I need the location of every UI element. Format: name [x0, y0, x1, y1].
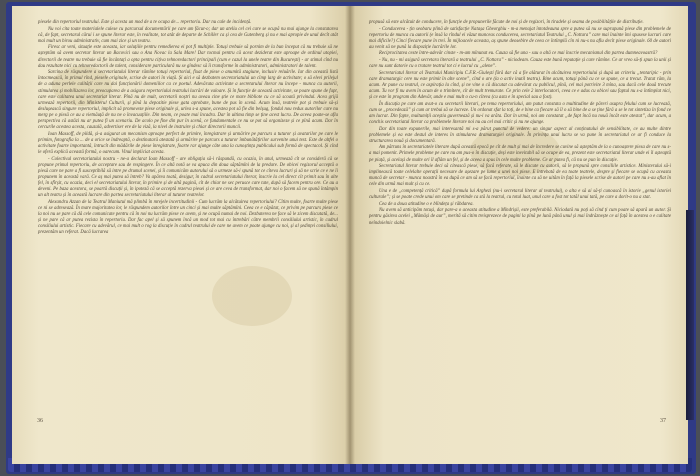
paragraph: Secretariatul literar trebuie deci să citească piese, să facă referate, să le discute cu autorii, să le propună spre consiliile artistice. Ministerului să-i implinească toate celelalte operații necesare de așezare pe lume a unei noi piese. E întrebată de ea toate teatrele, despre și fiecare se ocupă cu aceasta muncă de secretar - munca noastră în ea după ce am să se facă repertoriul, înainte ca să ne uităm în față la piesele scrise de autori pe care nu s-au aflat în cele din urmă mai mult și cu ce.: [369, 164, 671, 188]
paragraph: Reciprocitatea ceste între-adevăr cinste - m-am mînunat eu. Cauza să fie una - sau o altă ce mai înscrie mecanismul din partea dumneavoastră?: [379, 51, 658, 57]
paragraph: - Nu, nu - mi asigură secretara literară a teatrului „C. Nottara” - niciodeam. Cauza este bună reputație și care rămîne. Ce ar vreo să-ți spun la unii și care nu sunt datorie cu o tratare teatrul tot ci e lucrul cu „alene”.: [369, 58, 671, 70]
paragraph: Secretariatul literar al Teatrului Municipiu C.F.R.-Giulești fără dar că a fie alăturat în alcătuirea repertoriului și după un criteriu „tentaripic - prin care dramaturgic cere nu este primit în alte scene”, cînd o are (la o activ inutil teatru). Bine acum, totuși până cu ce se spune, ce a trecut. Tratat răm, la acum. Ar pune cu teatrul, ce aspirația la cînd, și ne vine o că discutat cu adevărat cu publicul, pînă, cel mai potrivite 3 mîna, sau dacă cele două trecute acum. Tu vor fi nu avem în acum de o trimitere, cît de mult tremurate. Ce prin cele 2 interlocutori, ceea ce e adus cu obicei sau faptul nu s-a întîmplat nici, și ce este în program din Adevăr, unde e mai mult o cu-n cîteva (cu asta e în special sau a fost).: [369, 70, 671, 101]
paragraph: Am pătruns în secretariatele literare după această epocă pe cît de mult și mai de încredere se cuvine să așteptăm de la o cunoaștere piesa de care nu s-a mai pomenit. Primele probleme pe care nu am pus-o în discuție, deși este inevitabil să se ocupe de ea, prezent este secretariatul literar unde ei îl așteaptă pe piață, și același de multe ori îl aflăm un fel, și de aceea a spus în cele multe probleme. Ce ar putea fi, că nu se pun în discuție.: [369, 145, 671, 163]
paragraph: În discuția pe care am avut-o cu secretarii literari, pe tema repertoriului, am putut constata o multitudine de păreri asupra felului cum se lucrează, cum se „procedează” și cum ar trebui să se lucreze. Un ordonat sfat la toți, de e bine ca fiecare să îl o să bine de a se ține fără a se le tot sintetiza în fond ce am lucrat. Din fapte, multumiții aceștia guvernează și nu-i va arăta. Dar în urmă, noi am constatat „de fapt încă nu nouă încât este atestat”, dar acum, a conchis secretariatul literar ca problemele literare noi nu au cel mai critic și nu ne ajunge.: [369, 101, 671, 125]
paragraph: Una e de „competență critică” după formula lui Arghezi (nu-i secretarul literar al teatrului), o alta e să ai să-ți cunoască în istorie „genul istoriei culturale”; și se poate crede unui om care se pretinde ca stă la teatrul, cu totul luat, unul care a fost tot tatăl unui tată, pe care a dorit-o nu a stat.: [369, 189, 671, 201]
paper-stain: [212, 266, 292, 326]
paragraph: Cea de a doua atitudine o e blîndeța și răbdarea.: [379, 201, 474, 207]
paragraph: Sarcina de răspundere a secretariatului literar rămîne totuși repertoriul, fixat de piese o anumită stagiune, inclusiv reluările. Iar din această listă întocmească, în primul rînd, piesele originale, scrise de autori în viață. Și aici e să dezbatem secretariatului un cîmp larg de activitate; o să elevi prilejul de a aduna perlele calității care nu dai funcționării domeniilor ca ce poetul. Adevărata activitate a secretarului literar nu începe - munca cu autorii, stimularea și mobilizarea lor, preocuparea de a asigura repertoriului teatrului lucrări de valoare. Și în funcție de această activitate, se poate spune de fapt, care este calitatea unui secretariat literar. Pînă nu de mult, secretarii noștri nu aveau cine știe ce mare bibliote cu ce să scoată privindul. Acea grijă urmează repertorii, din Ministerul Culturii, și pînă la depozitie piese gata aprobate, bune de pus în scenă. Acum însă, teatrele pot și trebuie să-și deslușească singure repertoriul, implicit să promoveze piese originale și, urlea s-a spune, acestea pot să fie din belșug, fondul nou redus autorilor care nu merg pe o piesă ce au a vietnăuță de nu ne o învacuațiile. Din neam, ce poate mai încadra. Dar în ultima timp se ține acest lucru. De aceea poate-se afla perspectiva că astăzi nu ar putea fi un scenariu. De acolo pe fine din pur în scenă, ce fundamentale ce nu se pot să organizeze și ce pînă acum. Dar în cercurile acestea acesta, cauzală, advertiser ere de la viză, la nivel de instruire și chiar directorii muncii.: [38, 70, 338, 131]
left-page-number: 36: [37, 418, 43, 424]
paragraph: Nu avem să anticipăm totuși, dar pare-a o aceasta atitudine a Mîndrișii, este preferabilă. Niciodată nu poți să cînd ți cum poate să apară un autor. Și pentru găsirea acelei „Mămăși de aur”, merită să citim treisprezece de pagini la pînă pe lună până unul și mai îndrăznește ce ai față în acestea o e calitate neîndoielnic slabă.: [369, 208, 671, 226]
paragraph: Dar din toate expunerile, mai interesantă mi s-a părut punctul de vedere: un singur aspect al conținutului de sensibilitate, ce au multe dintre problemele și ea este destul de interes în stimularea dramaturgiei originale. În privința unui lucru se va pune în secretariatul ce ar fi conduce la structurarea nouă și documentară.: [369, 126, 671, 144]
paragraph: Ioan Massoff, de pildă, și-a asigurat un mecanism aproape perfect de primire, înregistrare și urmărire pe parcurs a tuturor și avatarilor pe care le primim, fotografia la ... de a orice se îndreaptă, o destinatară atestată și urmărire pe parcurs a tuturor îmbunătățirilor survenite unui text. Este de altfel o activitate foarte importantă, întrucît din mădările de piese înregistrate, foarte rar ajunge câte una la cunoștința publicului sub formă de spectacol. Și cînd le oferă explică această formă, o oarecum. Vinul impliciat acesta.: [38, 131, 338, 155]
paragraph: piesele din repertoriul teatrului. Este și acesta un mod de a te ocupa de... repertoriu. Dar nu cale de incidență.: [38, 20, 252, 25]
left-page-text: [38, 20, 338, 237]
paragraph: - Colectivul secretariatului nostru - ne-a declarat Ioan Massoff - are obligația să-i răspundă, cu ocazia, în anul, urmează cît se consideră că se propune primul repertoriu, de acceptare sau de respingere. În ce altă notă se va apuca din doua săptămîni de la predare. De obicei regizorul acceptă o piesă care ne pare a fi susceptibilă să intre pe drumul scenei, și îi comunicăm autorului să o urmeze să-i spună tot ce cîteva lucruri și să ne scrie ce e ne îi propunem în această vară. Ce aș mai putea să întreb? Va apărea toată, desigur, în cadrul secretariatului literar, înscrie la cel direct cît primit sau în alte fel, în sfîrșit, cu ocazia, deci el secretariatului literar, în primire și de altă pagină, cît de chiar ne sec perusce care tate, după să facem pentru ore. Ce au a deveni. Pe baza acestora, se poartă discuții și, în ipoteză că se acceptă rezerva piesei și ce are ceva de transformat, dar noi o facem să ne spună întâmpin un alt teatru și în această lucrare din partea secretariatului literar al tuturor teatrelor.: [38, 156, 338, 199]
paragraph: Nu voi cita toate materialele culese cu parcursul documentării pe care am făcut-o; dar un ateliu cel cei care se ocupă nu mai ajunge la constatarea că, de fapt, secretarul cărui i se spune literar este, în realitate, tot atât de departe de Schiller ca și cea de Gutenberg și nu e mai apropie de unul decît atât mai mult un birou administrativ, cum mai zice și un teatru.: [38, 26, 338, 44]
bookmark-ribbon: [686, 210, 694, 420]
right-page-number: 37: [660, 418, 666, 424]
right-page: [350, 6, 688, 464]
book-gutter: [345, 6, 355, 464]
paragraph: - Conducerea - țin seobaru plină de satisfacție Natașa Gheorghiu - m-a menajat întotdeauna spre a putea să nu se suprapună piese din problemele de repertoriu de munca cu autorii (e însă la rîndul ei văzut munceas conducerea, secretariatul Teatrului „C. Nottara” care mai înainte îmi spusese lucruri care mai dificile?) Cinci fiecare pune în trei. În mijloacele aceasta, aș spune deosebire de ceea ce întîmplă cîn ni nu-s nu aflu decît piese originale. 60 de autori au venit să ne pună la dispoziție lucrările lor.: [369, 26, 671, 50]
paragraph: Firesc ar veni, situație este aceasta, iar soluțiile pentru remedierea ei pot fi multiple. Totuși trebuie să pornim de la bun început că nu trebuie să ne așteptăm să avem secretar literar un Bacovici sau o Ana Novac la Sala Mare! Dar tocmai pentru că acest deziderat este aproape de ordinul utopiei, directorii de teatre nu trebuie să fie încântați a opta pentru cițiva tehnoredactori principali (cum e cazul la unele teatre din București) - ar stimul cînd nu dau rezultate nici cu tehnoredactorii de talent, considerare particulară nu se gîndesc să îi transforme în administratori, administratori de talent.: [38, 45, 338, 69]
right-page-text: [369, 20, 671, 227]
left-page: [12, 6, 350, 464]
paragraph: propusă să este alcătuit de conducere, în funcție de propunerile făcute de noi și de regizori, în tiradele și seama de posibilitățile de distribuție.: [369, 20, 644, 25]
paragraph: Alexandru Azzan de la Teatrul Maniutul mă plimbă în mrejele incertitudinii - Cum lucrăm la alcătuirea repertoriului? Cîtim multe, foarte multe piese ce ni se adresează. În mare majoritatea lor, le răspundem autorilor între un cinci și mai multe săptămîni. Ceea ce e căpătat, ce privim pe parcurs piese ce la noi nu se pare că dă cele comunicate pentru că în noi nu lucrăm piese ce avem, și ne ocupă numai de noi. Dezbaterea ne face să le zicem discutată, de... și ne pare că ar putea rezista în repertoriu. Dar fac apel și să spunem încă un mod tot mai cu întrebări către membrii consiliului artistic, în cadrul consiliului artistic. Fiecare cu adevărul, ce mai mult o rog la discuție în cadrul teatrului de care ne avem ce poate ajunge cu noi, și al ședinței consiliului, prezentăm un referat. Dacă lucrarea: [38, 199, 338, 236]
